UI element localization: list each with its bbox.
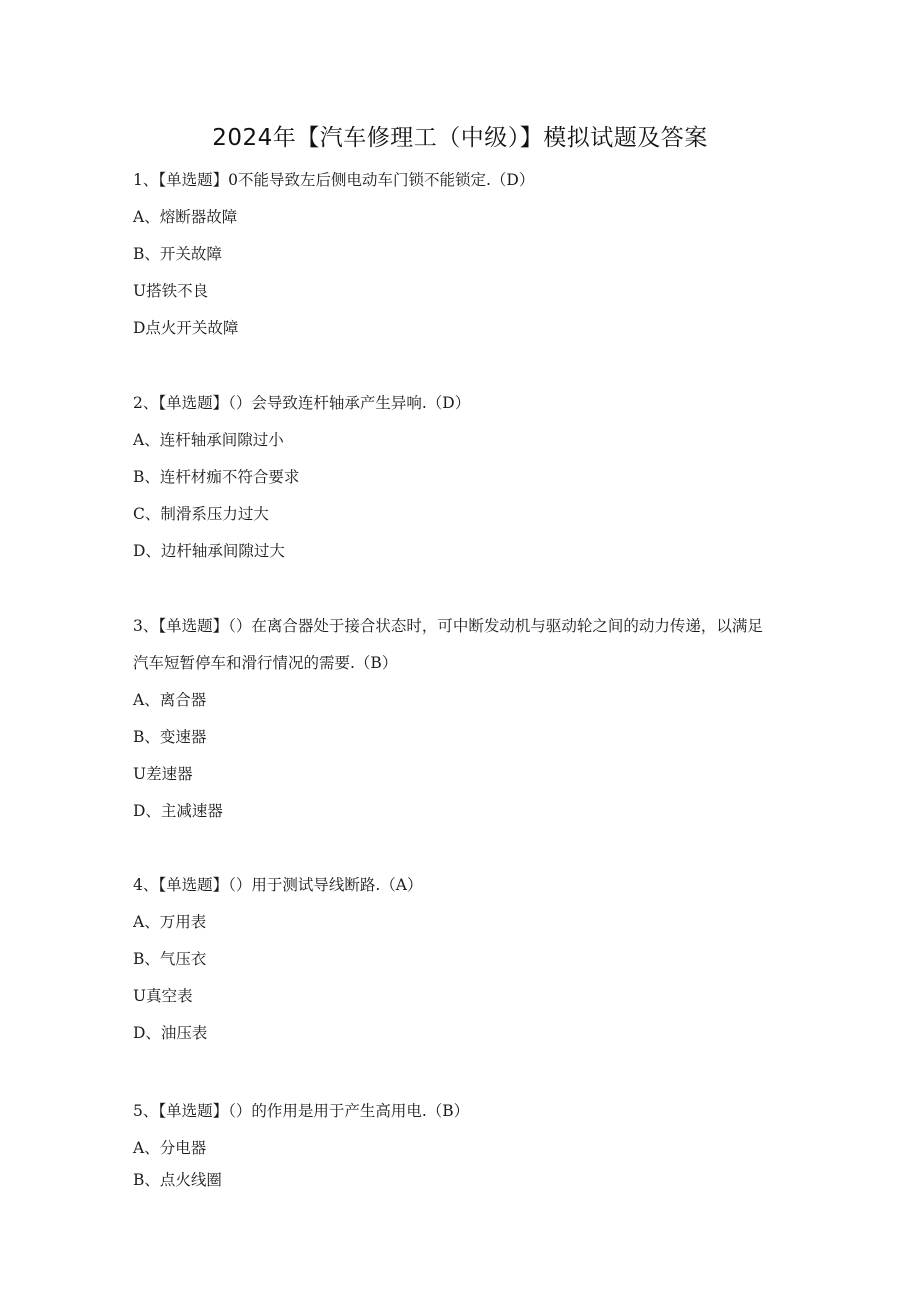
question-1-stem: 1、【单选题】0不能导致左后侧电动车门锁不能锁定.（D） <box>133 171 535 189</box>
question-4-option-c: U真空表 <box>133 987 193 1005</box>
document-title: 2024年【汽车修理工（中级）】模拟试题及答案 <box>212 125 708 151</box>
question-4-stem: 4、【单选题】（）用于测试导线断路.（A） <box>133 876 423 894</box>
question-5-option-b: B、点火线圈 <box>133 1171 222 1189</box>
question-4-option-a: A、万用表 <box>133 913 207 931</box>
question-4-option-b: B、气压衣 <box>133 950 207 968</box>
question-1-option-b: B、开关故障 <box>133 245 222 263</box>
question-1-option-d: D点火开关故障 <box>133 319 239 337</box>
question-3 <box>133 608 773 830</box>
question-5-stem: 5、【单选题】（）的作用是用于产生高用电.（B） <box>133 1102 470 1120</box>
question-3-option-c: U差速器 <box>133 765 193 783</box>
question-5 <box>133 1093 773 1193</box>
question-3-stem: 3、【单选题】（）在离合器处于接合状态时，可中断发动机与驱动轮之间的动力传递，以满足汽车短暂停车和滑行情况的需要.（B） <box>133 617 763 672</box>
question-2-option-c: C、制滑系压力过大 <box>133 505 269 523</box>
question-2 <box>133 385 773 570</box>
question-2-option-d: D、边杆轴承间隙过大 <box>133 542 285 560</box>
question-3-option-a: A、离合器 <box>133 691 207 709</box>
question-4 <box>133 867 773 1052</box>
question-5-option-a: A、分电器 <box>133 1139 207 1157</box>
question-2-option-b: B、连杆材痂不符合要求 <box>133 468 300 486</box>
question-1-option-a: A、熔断器故障 <box>133 208 238 226</box>
question-2-stem: 2、【单选题】（）会导致连杆轴承产生异响.（D） <box>133 394 471 412</box>
question-3-option-b: B、变速器 <box>133 728 207 746</box>
question-2-option-a: A、连杆轴承间隙过小 <box>133 431 284 449</box>
question-1-option-c: U搭铁不良 <box>133 282 209 300</box>
question-1 <box>133 162 773 347</box>
question-3-option-d: D、主减速器 <box>133 802 223 820</box>
question-4-option-d: D、油压表 <box>133 1024 208 1042</box>
